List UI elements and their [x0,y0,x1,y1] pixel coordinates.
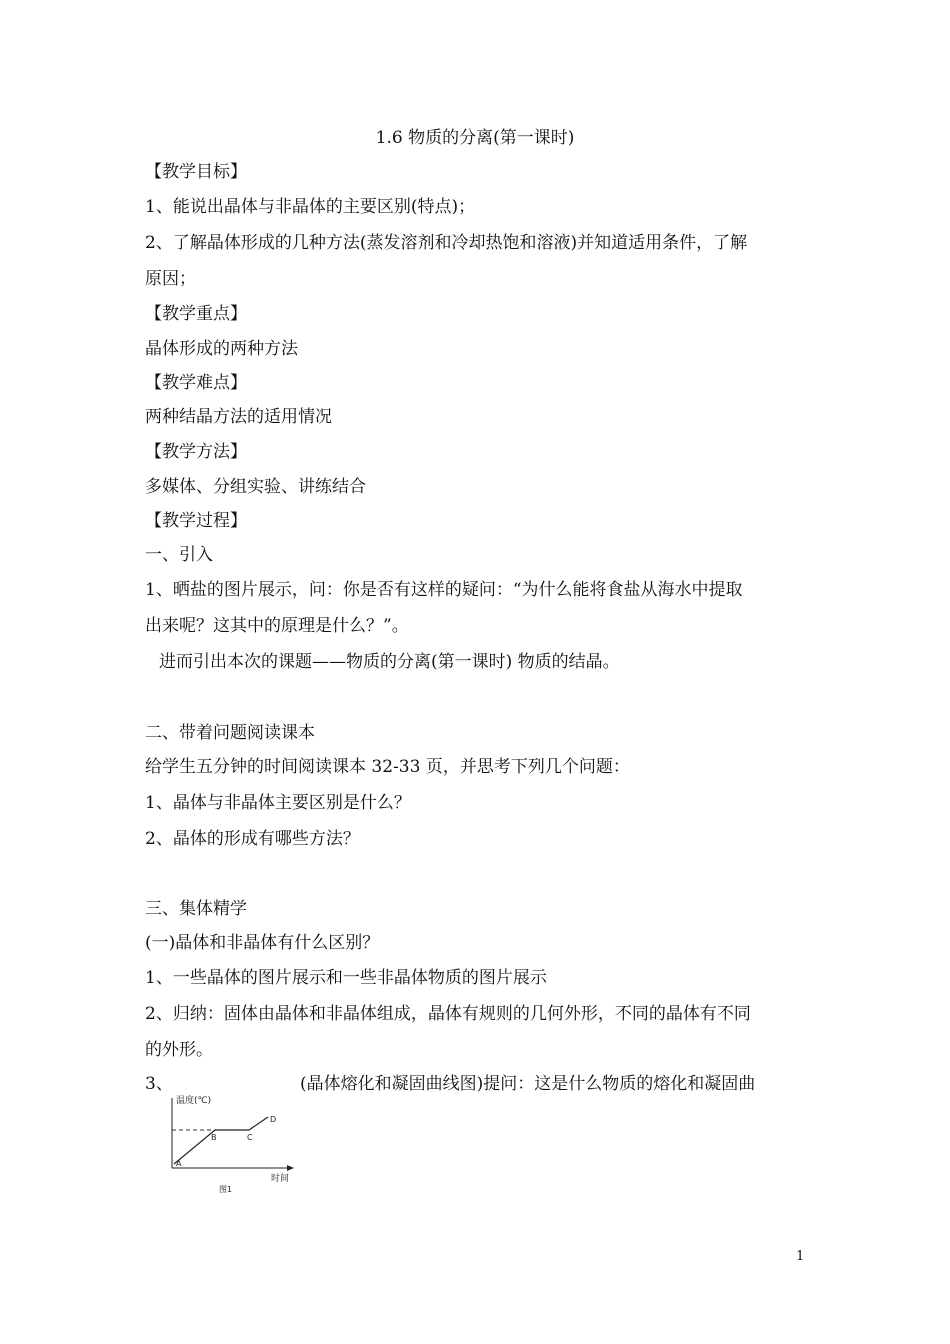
goal-1: 1、能说出晶体与非晶体的主要区别(特点)； [145,197,476,217]
section-introduction: 一、引入 [145,545,213,565]
subsection-crystal-difference: (一)晶体和非晶体有什么区别？ [145,933,380,953]
point-label-c: C [247,1133,253,1142]
study-item-2-continued: 的外形。 [145,1040,213,1060]
reading-question-1: 1、晶体与非晶体主要区别是什么？ [145,793,411,813]
difficulty-text: 两种结晶方法的适用情况 [145,407,332,427]
study-item-3-text: (晶体熔化和凝固曲线图)提问：这是什么物质的熔化和凝固曲 [300,1074,756,1094]
section-reading: 二、带着问题阅读课本 [145,723,315,743]
point-label-a: A [176,1159,182,1168]
heading-process: 【教学过程】 [145,511,247,531]
point-label-d: D [270,1115,277,1124]
intro-item-1: 1、晒盐的图片展示，问：你是否有这样的疑问：“为什么能将食盐从海水中提取 [145,580,743,600]
reading-instruction: 给学生五分钟的时间阅读课本 32-33 页，并思考下列几个问题： [145,757,630,777]
section-collective-study: 三、集体精学 [145,899,247,919]
goal-2-continued: 原因； [145,269,196,289]
document-title: 1.6 物质的分离(第一课时) [375,128,575,148]
study-item-3-number: 3、 [145,1074,173,1094]
figure-caption: 图1 [219,1185,233,1194]
intro-lead-in: 进而引出本次的课题——物质的分离(第一课时) 物质的结晶。 [159,652,620,672]
intro-item-1-continued: 出来呢？这其中的原理是什么？”。 [145,616,409,636]
reading-question-2: 2、晶体的形成有哪些方法？ [145,829,360,849]
key-point-text: 晶体形成的两种方法 [145,339,298,359]
heading-key-points: 【教学重点】 [145,304,247,324]
goal-2: 2、了解晶体形成的几种方法(蒸发溶剂和冷却热饱和溶液)并知道适用条件，了解 [145,233,748,253]
heading-methods: 【教学方法】 [145,442,247,462]
y-axis-label: 温度(℃) [176,1096,212,1106]
x-axis-arrow [287,1165,294,1171]
page-number: 1 [796,1249,805,1264]
heading-teaching-goals: 【教学目标】 [145,162,247,182]
study-item-2: 2、归纳：固体由晶体和非晶体组成，晶体有规则的几何外形，不同的晶体有不同 [145,1004,751,1024]
point-label-b: B [211,1133,217,1142]
melting-curve-svg [163,1090,303,1196]
x-axis-label: 时间 [271,1174,290,1184]
melting-curve-line [174,1117,268,1164]
heading-difficulties: 【教学难点】 [145,373,247,393]
study-item-1: 1、一些晶体的图片展示和一些非晶体物质的图片展示 [145,968,547,988]
methods-text: 多媒体、分组实验、讲练结合 [145,477,366,497]
melting-curve-figure [163,1090,303,1196]
